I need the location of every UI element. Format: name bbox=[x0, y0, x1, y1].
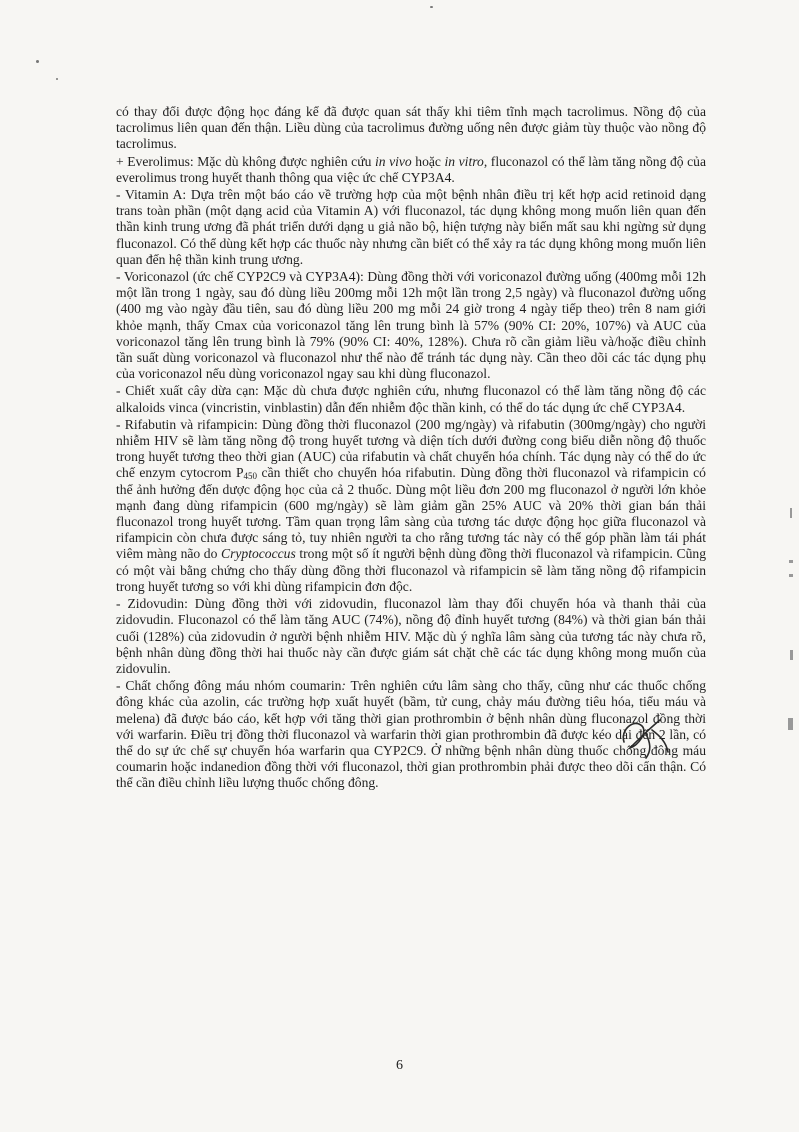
paragraph-vitamin-a bbox=[116, 187, 706, 268]
text-run: - Chất chống đông máu nhóm coumarin bbox=[116, 678, 342, 694]
text-run: Trên nghiên cứu lâm sàng cho thấy, cũng như các thuốc chống đông khác của azolin, các trường hợp xuất huyết (bầm, tử cung, chảy máu đường tiêu hóa, tiểu máu và melena) đã được báo cáo, kết hợp với tăng thời gian prothrombin ở bệnh nhân dùng fluconazol đồng thời với warfarin. Điều trị đồng thời fluconazol và warfarin thời gian prothrombin đã được kéo dài đến 2 lần, có thể do sự ức chế sự chuyển hóa warfarin qua CYP2C9. Ở những bệnh nhân dùng thuốc chống đông máu coumarin hoặc indanedion đồng thời với fluconazol, thời gian prothrombin phải được theo dõi cẩn thận. Có thể cần điều chỉnh liều lượng thuốc chống đông. bbox=[116, 678, 706, 791]
scan-speck bbox=[56, 78, 58, 80]
subscript-text: 450 bbox=[243, 471, 258, 482]
text-run: cần thiết cho chuyển hóa rifabutin. Dùng đồng thời fluconazol và rifampicin có thể ảnh hưởng đến dược động học của cả 2 thuốc. Dùng một liều đơn 200 mg fluconazol ở người lớn khỏe mạnh đang dùng rifampicin (600 mg/ngày) sẽ làm giảm gần 25% AUC và 20% thời gian bán thải fluconazol trong huyết tương. Tầm quan trọng lâm sàng của tương tác dược động học giữa fluconazol và rifampicin còn chưa được sáng tỏ, tuy nhiên người ta cho rằng tương tác này có thể góp phần làm tái phát viêm màng não do bbox=[116, 465, 706, 562]
text-run: - Vitamin A: Dựa trên một báo cáo về trường hợp của một bệnh nhân điều trị kết hợp acid retinoid dạng trans toàn phần (một dạng acid của Vitamin A) với fluconazol, tác dụng không mong muốn liên quan đến thần kinh trung ương đã phát triển dưới dạng u giả não bộ, hiện tượng này biến mất sau khi ngừng sử dụng fluconazol. Có thể dùng kết hợp các thuốc này nhưng cần biết có thể xảy ra tác dụng không mong muốn liên quan đến hệ thần kinh trung ương. bbox=[116, 187, 706, 267]
scan-edge-mark bbox=[788, 718, 793, 730]
text-run: - Voriconazol (ức chế CYP2C9 và CYP3A4): Dùng đồng thời với voriconazol đường uống (400mg mỗi 12h một lần trong 1 ngày, sau đó dùng liều 200mg mỗi 12h một lần trong 2,5 ngày) và fluconazol đường uống (400 mg vào ngày đầu tiên, sau đó dùng liều 200 mg mỗi 24 giờ trong 4 ngày tiếp theo) trên 8 nam giới khỏe mạnh, thấy Cmax của voriconazol tăng lên trung bình là 57% (90% CI: 20%, 107%) và AUC của voriconazol tăng lên trung bình là 79% (90% CI: 40%, 128%). Chưa rõ cần giảm liều và/hoặc điều chỉnh tần suất dùng voriconazol và fluconazol như thế nào để tránh tác dụng này. Cần theo dõi các tác dụng phụ của voriconazol nếu dùng voriconazol ngay sau khi dùng fluconazol. bbox=[116, 269, 706, 382]
paragraph-periwinkle bbox=[116, 383, 706, 415]
handwritten-initials-signature bbox=[616, 712, 672, 760]
paragraph-everolimus bbox=[116, 154, 706, 186]
scan-edge-mark bbox=[789, 560, 793, 563]
text-run: trong một số ít người bệnh dùng đồng thời fluconazol và rifampicin. Cũng có một vài bằng chứng cho thấy dùng đồng thời fluconazol và rifampicin sẽ làm tăng nồng độ rifampicin trong huyết tương so với khi dùng rifampicin đơn độc. bbox=[116, 546, 706, 594]
page-number: 6 bbox=[396, 1058, 403, 1073]
scan-speck bbox=[430, 6, 433, 8]
italic-text: in vivo bbox=[374, 153, 412, 169]
text-run: - Rifabutin và rifampicin: Dùng đồng thời fluconazol (200 mg/ngày) và rifabutin (300mg/ngày) cho người nhiễm HIV sẽ làm tăng nồng độ trong huyết tương và diện tích dưới đường cong biểu diễn nồng độ thuốc trong huyết tương theo thời gian (AUC) của rifabutin và chất chuyển hóa chính. Tác dụng này có thể do ức chế enzym cytocrom P bbox=[116, 416, 706, 481]
text-run: - Chiết xuất cây dừa cạn: Mặc dù chưa được nghiên cứu, nhưng fluconazol có thể làm tăng nồng độ các alkaloids vinca (vincristin, vinblastin) dẫn đến nhiễm độc thần kinh, có thể do tác dụng ức chế CYP3A4. bbox=[116, 383, 706, 415]
text-run: - Zidovudin: Dùng đồng thời với zidovudin, fluconazol làm thay đổi chuyển hóa và thanh thải của zidovudin. Fluconazol có thể làm tăng AUC (74%), nồng độ đỉnh huyết tương (84%) và thời gian bán thải cuối (128%) của zidovudin ở người bệnh nhiễm HIV. Mặc dù ý nghĩa lâm sàng của tương tác này chưa rõ, bệnh nhân dùng đồng thời hai thuốc này cần được giám sát chặt chẽ các tác dụng không mong muốn của zidovulin. bbox=[116, 596, 706, 676]
scan-edge-mark bbox=[790, 508, 792, 518]
text-run: , fluconazol có thể làm tăng nồng độ của everolimus trong huyết thanh thông qua việc ức chế CYP3A4. bbox=[116, 153, 706, 185]
paragraph-voriconazol bbox=[116, 269, 706, 382]
italic-text: Cryptococcus bbox=[221, 546, 296, 562]
document-body bbox=[116, 104, 706, 792]
italic-text: in vitro bbox=[444, 153, 484, 169]
scan-edge-mark bbox=[790, 650, 793, 660]
paragraph-rifabutin bbox=[116, 417, 706, 595]
scan-speck bbox=[36, 60, 39, 63]
text-run: + Everolimus: Mặc dù không được nghiên cứu bbox=[116, 153, 375, 169]
text-run: có thay đổi được động học đáng kể đã được quan sát thấy khi tiêm tĩnh mạch tacrolimus. Nồng độ của tacrolimus liên quan đến thận. Liều dùng của tacrolimus đường uống nên được giảm tùy thuộc vào nồng độ tacrolimus. bbox=[116, 104, 706, 152]
scan-edge-mark bbox=[789, 574, 793, 577]
paragraph-tacrolimus bbox=[116, 104, 706, 153]
paragraph-zidovudin bbox=[116, 596, 706, 677]
text-run: hoặc bbox=[411, 153, 445, 169]
italic-text: : bbox=[341, 678, 346, 694]
